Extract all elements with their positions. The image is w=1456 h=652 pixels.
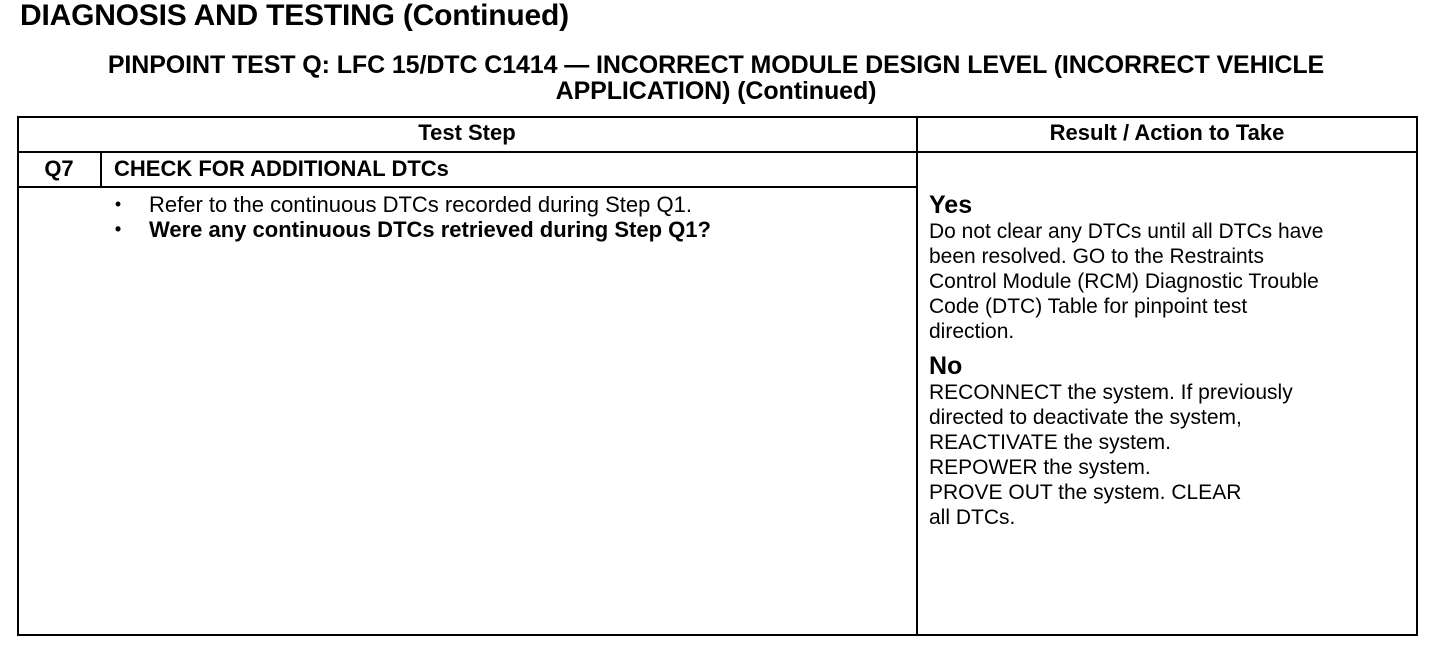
- table-border-top: [17, 116, 1418, 118]
- column-divider: [916, 116, 918, 636]
- list-item: [112, 192, 711, 217]
- bullet-icon: •: [114, 194, 122, 214]
- step-instruction: Refer to the continuous DTCs recorded during Step Q1.: [149, 192, 692, 217]
- result-line: Control Module (RCM) Diagnostic Trouble: [929, 270, 1319, 293]
- result-line: been resolved. GO to the Restraints: [929, 245, 1265, 268]
- result-line: RECONNECT the system. If previously: [929, 381, 1293, 404]
- result-line: PROVE OUT the system. CLEAR: [929, 481, 1242, 504]
- result-line: Do not clear any DTCs until all DTCs have: [929, 220, 1324, 243]
- bullet-icon: •: [114, 219, 122, 239]
- result-line: REACTIVATE the system.: [929, 431, 1171, 454]
- step-row-divider: [17, 186, 918, 188]
- result-yes: [929, 192, 1419, 344]
- header-test-step: Test Step: [418, 120, 516, 145]
- result-line: all DTCs.: [929, 506, 1016, 529]
- result-line: Code (DTC) Table for pinpoint test: [929, 295, 1248, 318]
- step-title: CHECK FOR ADDITIONAL DTCs: [114, 156, 449, 181]
- result-line: directed to deactivate the system,: [929, 406, 1242, 429]
- result-no-action: [929, 380, 1419, 530]
- step-id: Q7: [44, 156, 74, 181]
- table-border-bottom: [17, 634, 1418, 636]
- result-no: [929, 353, 1419, 530]
- result-line: REPOWER the system.: [929, 456, 1151, 479]
- pinpoint-test-title: [18, 52, 1414, 104]
- result-no-label: No: [929, 352, 963, 380]
- page-heading: DIAGNOSIS AND TESTING (Continued): [20, 0, 569, 32]
- step-bullet-list: [112, 192, 711, 242]
- table-border-left: [17, 116, 19, 636]
- pinpoint-test-title-line-1: PINPOINT TEST Q: LFC 15/DTC C1414 — INCORRECT MODULE DESIGN LEVEL (INCORRECT VEHICLE: [107, 51, 1325, 79]
- step-id-divider: [100, 151, 102, 188]
- result-yes-action: [929, 219, 1419, 344]
- pinpoint-test-title-line-2: APPLICATION) (Continued): [555, 77, 877, 105]
- header-row-divider: [17, 151, 1418, 153]
- list-item: [112, 217, 711, 242]
- header-result-action: Result / Action to Take: [1049, 120, 1285, 145]
- step-question: Were any continuous DTCs retrieved during Step Q1?: [149, 217, 711, 242]
- result-yes-label: Yes: [929, 191, 973, 219]
- result-line: direction.: [929, 320, 1015, 343]
